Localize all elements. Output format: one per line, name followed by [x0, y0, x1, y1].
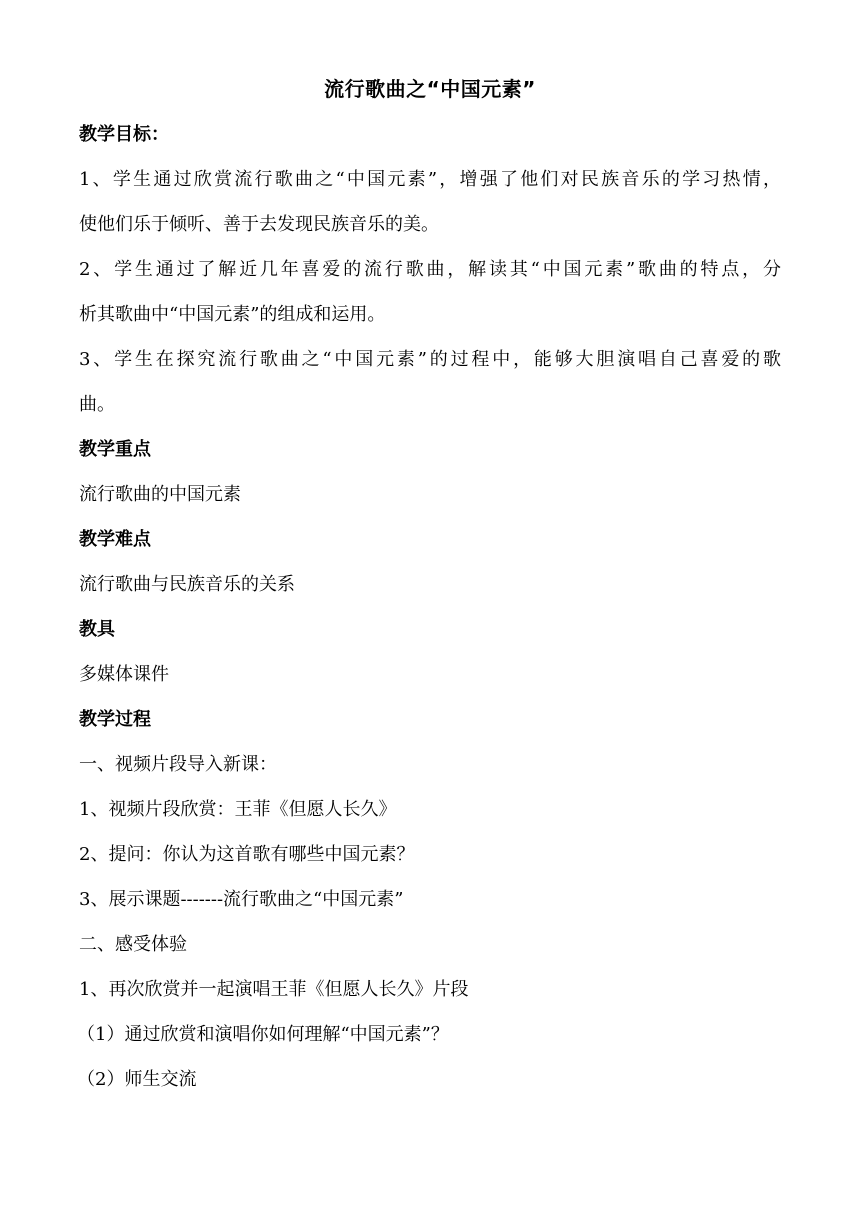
- step-2-sub-1: （1）通过欣赏和演唱你如何理解“中国元素”？: [77, 1024, 449, 1045]
- step-2-heading: 二、感受体验: [79, 934, 187, 955]
- tools-text: 多媒体课件: [79, 664, 169, 685]
- difficulty-text: 流行歌曲与民族音乐的关系: [79, 574, 295, 595]
- difficulty-heading: 教学难点: [79, 529, 151, 550]
- step-1-item-3: 3、展示课题-------流行歌曲之“中国元素”: [79, 889, 404, 910]
- document-title: 流行歌曲之“中国元素”: [324, 77, 536, 101]
- objectives-heading: 教学目标：: [79, 124, 169, 145]
- objective-1-line-2: 使他们乐于倾听、善于去发现民族音乐的美。: [79, 214, 439, 235]
- key-point-heading: 教学重点: [79, 439, 151, 460]
- step-2-sub-2: （2）师生交流: [77, 1069, 197, 1090]
- objective-1-line-1: 1、学生通过欣赏流行歌曲之“中国元素”，增强了他们对民族音乐的学习热情，: [79, 169, 781, 190]
- document-page: [79, 68, 781, 1102]
- process-heading: 教学过程: [79, 709, 151, 730]
- step-1-item-1: 1、视频片段欣赏：王菲《但愿人长久》: [79, 799, 397, 820]
- objective-2-line-1: 2、学生通过了解近几年喜爱的流行歌曲，解读其“中国元素”歌曲的特点，分: [79, 259, 781, 280]
- step-1-item-2: 2、提问：你认为这首歌有哪些中国元素？: [79, 844, 415, 865]
- objective-3-line-1: 3、学生在探究流行歌曲之“中国元素”的过程中，能够大胆演唱自己喜爱的歌: [79, 349, 781, 370]
- key-point-text: 流行歌曲的中国元素: [79, 484, 241, 505]
- objective-2-line-2: 析其歌曲中“中国元素”的组成和运用。: [79, 304, 386, 325]
- step-1-heading: 一、视频片段导入新课：: [79, 754, 277, 775]
- objective-3-line-2: 曲。: [79, 394, 115, 415]
- step-2-item-1: 1、再次欣赏并一起演唱王菲《但愿人长久》片段: [79, 979, 469, 1000]
- tools-heading: 教具: [79, 619, 115, 640]
